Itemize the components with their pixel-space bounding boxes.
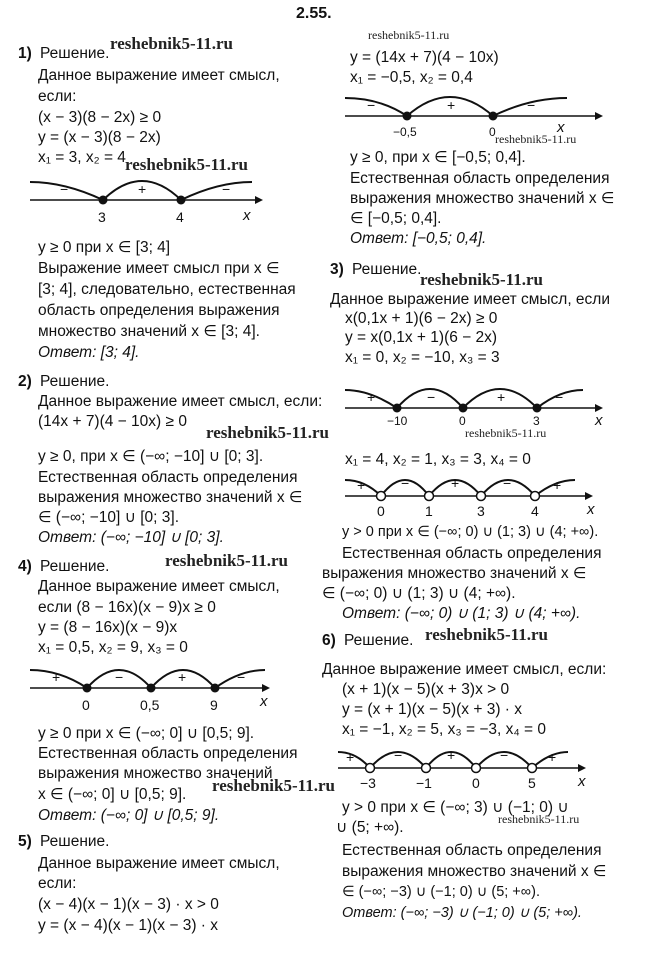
text-line: выражения множество значений (38, 765, 273, 782)
text-line: y ≥ 0, при x ∈ [−0,5; 0,4]. (350, 149, 526, 166)
answer-line: Ответ: (−∞; −10] ∪ [0; 3]. (38, 529, 224, 546)
problem-4-title: Решение. (40, 558, 110, 575)
problem-6-title: Решение. (344, 632, 414, 649)
text-line: множество значений x ∈ [3; 4]. (38, 323, 260, 340)
axis-label: x (578, 773, 586, 790)
sign-label: + (178, 669, 187, 685)
page-heading: 2.55. (296, 5, 332, 22)
text-line: y = (8 − 16x)(x − 9)x (38, 619, 178, 636)
number-line-1 (30, 168, 270, 230)
tick-label: 4 (531, 503, 539, 519)
tick-label: 5 (528, 775, 536, 791)
text-line: Данное выражение имеет смысл, (38, 67, 280, 84)
tick-label: 9 (210, 697, 218, 713)
sign-label: + (497, 389, 506, 405)
text-line: y = x(0,1x + 1)(6 − 2x) (345, 329, 498, 346)
sign-label: + (548, 749, 557, 765)
tick-label: 4 (176, 209, 184, 225)
sign-label: − (427, 389, 436, 405)
tick-label: 0 (489, 125, 496, 139)
watermark: reshebnik5-11.ru (165, 551, 288, 570)
watermark: reshebnik5-11.ru (425, 625, 548, 644)
text-line: y = (14x + 7)(4 − 10x) (350, 49, 499, 66)
number-line-3 (345, 370, 615, 429)
text-line: ∈ [−0,5; 0,4]. (350, 210, 442, 227)
text-line: [3; 4], следовательно, естественная (38, 281, 296, 298)
sign-label: + (52, 669, 61, 685)
sign-label: + (553, 477, 562, 493)
problem-5-title: Решение. (40, 833, 110, 850)
tick-label: −0,5 (393, 125, 417, 139)
text-line: y > 0 при x ∈ (−∞; 3) ∪ (−1; 0) ∪ (342, 799, 569, 816)
text-line: ∈ (−∞; −3) ∪ (−1; 0) ∪ (5; +∞). (342, 884, 540, 900)
text-line: выражения множество значений x ∈ (342, 863, 607, 880)
sign-label: + (357, 477, 366, 493)
text-line: x₁ = 0,5, x₂ = 9, x₃ = 0 (38, 639, 188, 656)
tick-label: 0 (472, 775, 480, 791)
problem-5-number: 5) (18, 833, 32, 850)
text-line: Данное выражение имеет смысл, (38, 855, 280, 872)
problem-2-number: 2) (18, 373, 32, 390)
text-line: y = (x − 4)(x − 1)(x − 3) · x (38, 917, 219, 934)
text-line: y ≥ 0, при x ∈ (−∞; −10] ∪ [0; 3]. (38, 448, 264, 465)
answer-line: Ответ: [−0,5; 0,4]. (350, 230, 487, 247)
problem-3-title: Решение. (352, 261, 422, 278)
text-line: x₁ = 4, x₂ = 1, x₃ = 3, x₄ = 0 (345, 451, 531, 468)
sign-label: + (447, 747, 456, 763)
text-line: x(0,1x + 1)(6 − 2x) ≥ 0 (345, 310, 498, 327)
sign-label: − (394, 747, 403, 763)
text-line: выражения множество значений x ∈ (322, 565, 587, 582)
text-line: y ≥ 0 при x ∈ (−∞; 0] ∪ [0,5; 9]. (38, 725, 255, 742)
problem-4-number: 4) (18, 558, 32, 575)
text-line: y ≥ 0 при x ∈ [3; 4] (38, 239, 171, 256)
tick-label: 3 (98, 209, 106, 225)
sign-label: − (527, 97, 536, 113)
number-line-4 (30, 656, 280, 718)
text-line: ∈ (−∞; −10] ∪ [0; 3]. (38, 509, 180, 526)
text-line: x ∈ (−∞; 0] ∪ [0,5; 9]. (38, 786, 187, 803)
tick-label: 3 (477, 503, 485, 519)
axis-label: x (587, 501, 595, 518)
axis-label: x (260, 693, 268, 710)
tick-label: 1 (425, 503, 433, 519)
text-line: если: (38, 875, 77, 892)
text-line: Данное выражение имеет смысл, если: (38, 393, 323, 410)
problem-1-number: 1) (18, 45, 32, 62)
sign-label: + (367, 389, 376, 405)
watermark: reshebnik5-11.ru (495, 132, 577, 146)
answer-line: Ответ: [3; 4]. (38, 344, 140, 361)
axis-label: x (243, 207, 251, 224)
text-line: (x − 4)(x − 1)(x − 3) · x > 0 (38, 896, 219, 913)
text-line: ∈ (−∞; 0) ∪ (1; 3) ∪ (4; +∞). (322, 585, 516, 602)
sign-label: − (367, 97, 376, 113)
watermark: reshebnik5-11.ru (110, 34, 233, 53)
text-line: x₁ = 3, x₂ = 4 (38, 149, 126, 166)
text-line: выражения множество значений x ∈ (38, 489, 303, 506)
answer-line: Ответ: (−∞; 0) ∪ (1; 3) ∪ (4; +∞). (342, 605, 581, 622)
text-line: Данное выражение имеет смысл, если: (322, 661, 607, 678)
text-line: y = (x + 1)(x − 5)(x + 3) · x (342, 701, 523, 718)
axis-label: x (595, 412, 603, 429)
text-line: Данное выражение имеет смысл, (38, 578, 280, 595)
problem-2-title: Решение. (40, 373, 110, 390)
tick-label: 0 (377, 503, 385, 519)
tick-label: 3 (533, 414, 540, 428)
number-line-2 (345, 86, 615, 142)
sign-label: − (503, 475, 512, 491)
text-line: Естественная область определения (38, 469, 298, 486)
sign-label: − (555, 389, 564, 405)
axis-label: x (557, 119, 565, 136)
watermark: reshebnik5-11.ru (206, 423, 329, 442)
text-line: если (8 − 16x)(x − 9)x ≥ 0 (38, 599, 216, 616)
problem-1-title: Решение. (40, 45, 110, 62)
sign-label: − (401, 475, 410, 491)
text-line: область определения выражения (38, 302, 280, 319)
number-line-5 (345, 468, 615, 520)
watermark: reshebnik5-11.ru (125, 155, 248, 174)
text-line: Выражение имеет смысл при x ∈ (38, 260, 280, 277)
problem-6-number: 6) (322, 632, 336, 649)
sign-label: − (500, 747, 509, 763)
watermark: reshebnik5-11.ru (368, 28, 450, 42)
text-line: Естественная область определения (342, 545, 602, 562)
tick-label: 0 (459, 414, 466, 428)
sign-label: − (60, 181, 69, 197)
sign-label: + (447, 97, 456, 113)
answer-line: Ответ: (−∞; −3) ∪ (−1; 0) ∪ (5; +∞). (342, 905, 582, 921)
text-line: Данное выражение имеет смысл, если (330, 291, 611, 308)
watermark: reshebnik5-11.ru (212, 776, 335, 795)
text-line: x₁ = −0,5, x₂ = 0,4 (350, 69, 473, 86)
text-line: Естественная область определения (38, 745, 298, 762)
number-line-6 (338, 738, 608, 794)
sign-label: − (222, 181, 231, 197)
tick-label: 0,5 (140, 697, 160, 713)
text-line: (14x + 7)(4 − 10x) ≥ 0 (38, 413, 187, 430)
text-line: ∪ (5; +∞). (336, 819, 404, 836)
sign-label: + (138, 181, 147, 197)
sign-label: + (346, 749, 355, 765)
text-line: Естественная область определения (350, 170, 610, 187)
tick-label: −10 (387, 414, 408, 428)
text-line: если: (38, 88, 77, 105)
tick-label: 0 (82, 697, 90, 713)
sign-label: + (451, 475, 460, 491)
text-line: x₁ = −1, x₂ = 5, x₃ = −3, x₄ = 0 (342, 721, 546, 738)
tick-label: −3 (360, 775, 376, 791)
watermark: reshebnik5-11.ru (420, 270, 543, 289)
tick-label: −1 (416, 775, 432, 791)
watermark: reshebnik5-11.ru (498, 812, 580, 826)
text-line: y > 0 при x ∈ (−∞; 0) ∪ (1; 3) ∪ (4; +∞). (342, 524, 599, 540)
text-line: Естественная область определения (342, 842, 602, 859)
sign-label: − (237, 669, 246, 685)
text-line: y = (x − 3)(8 − 2x) (38, 129, 161, 146)
answer-line: Ответ: (−∞; 0] ∪ [0,5; 9]. (38, 807, 220, 824)
sign-label: − (115, 669, 124, 685)
watermark: reshebnik5-11.ru (465, 426, 547, 440)
text-line: (x − 3)(8 − 2x) ≥ 0 (38, 109, 162, 126)
text-line: (x + 1)(x − 5)(x + 3)x > 0 (342, 681, 510, 698)
text-line: выражения множество значений x ∈ (350, 190, 615, 207)
text-line: x₁ = 0, x₂ = −10, x₃ = 3 (345, 349, 500, 366)
problem-3-number: 3) (330, 261, 344, 278)
